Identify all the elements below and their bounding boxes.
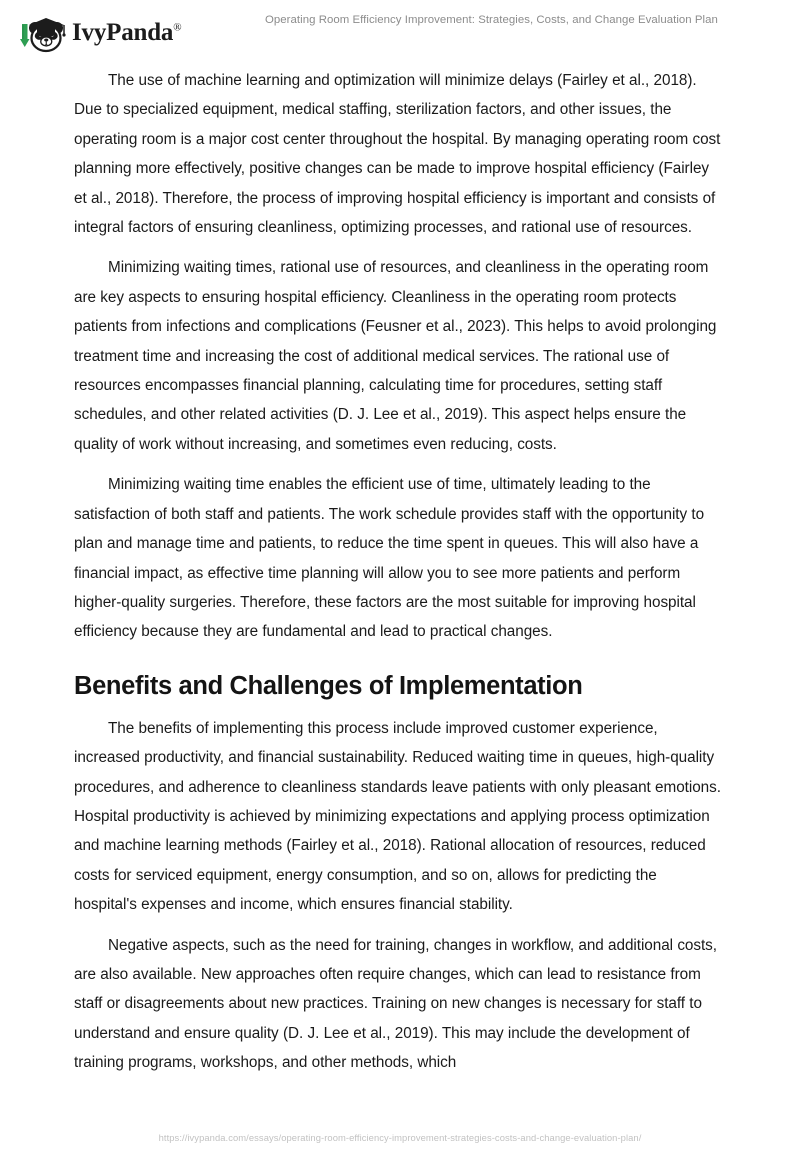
- brand-logo[interactable]: [14, 10, 181, 54]
- body-paragraph: The use of machine learning and optimization will minimize delays (Fairley et al., 2018). Due to specialized equipment, medical staffing, sterilization factors, and other issues, the operating room is a major cost center throughout the hospital. By managing operating room cost planning more effectively, positive changes can be made to improve hospital efficiency (Fairley et al., 2018). Therefore, the process of improving hospital efficiency is important and consists of integral factors of ensuring cleanliness, optimizing processes, and rational use of resources.: [74, 72, 721, 237]
- registered-trademark-icon: ®: [173, 21, 182, 34]
- body-paragraph: Minimizing waiting times, rational use of resources, and cleanliness in the operating room are key aspects to ensuring hospital efficiency. Cleanliness in the operating room protects patients from infections and complications (Feusner et al., 2023). This helps to avoid prolonging treatment time and increasing the cost of additional medical services. The rational use of resources encompasses financial planning, calculating time for procedures, setting staff schedules, and other related activities (D. J. Lee et al., 2019). This aspect helps ensure the quality of work without increasing, and sometimes even reducing, costs.: [74, 259, 717, 453]
- body-paragraph: Minimizing waiting time enables the efficient use of time, ultimately leading to the satisfaction of both staff and patients. The work schedule provides staff with the opportunity to plan and manage time and patients, to reduce the time spent in queues. This will also have a financial impact, as effective time planning will allow you to see more patients and perform higher-quality surgeries. Therefore, these factors are the most suitable for improving hospital efficiency because they are fundamental and lead to practical changes.: [74, 476, 705, 641]
- body-paragraph: The benefits of implementing this process include improved customer experience, increased productivity, and financial sustainability. Reduced waiting time in queues, high-quality procedures, and adherence to cleanliness standards leave patients with only pleasant emotions. Hospital productivity is achieved by minimizing expectations and applying process optimization and machine learning methods (Fairley et al., 2018). Rational allocation of resources, reduced costs for serviced equipment, energy consumption, and so on, allows for predicting the hospital's expenses and income, which ensures financial stability.: [74, 719, 721, 914]
- document-title: Operating Room Efficiency Improvement: Strategies, Costs, and Change Evaluation Plan: [265, 14, 718, 26]
- source-url[interactable]: https://ivypanda.com/essays/operating-room-efficiency-improvement-strategies-costs-and-change-evaluation-plan/: [158, 1132, 642, 1143]
- page-footer: [0, 1128, 800, 1146]
- section-heading: Benefits and Challenges of Implementation: [74, 671, 583, 700]
- document-body: [74, 66, 722, 1089]
- brand-name-text: IvyPanda: [72, 18, 174, 46]
- page-header: [0, 0, 800, 58]
- body-paragraph: Negative aspects, such as the need for training, changes in workflow, and additional costs, are also available. New approaches often require changes, which can lead to resistance from staff or disagreements about new practices. Training on new changes is necessary for staff to understand and ensure quality (D. J. Lee et al., 2019). This may include the development of training programs, workshops, and other methods, which: [74, 936, 717, 1072]
- panda-graduation-cap-logo-icon: [14, 10, 68, 54]
- brand-wordmark: [72, 20, 181, 45]
